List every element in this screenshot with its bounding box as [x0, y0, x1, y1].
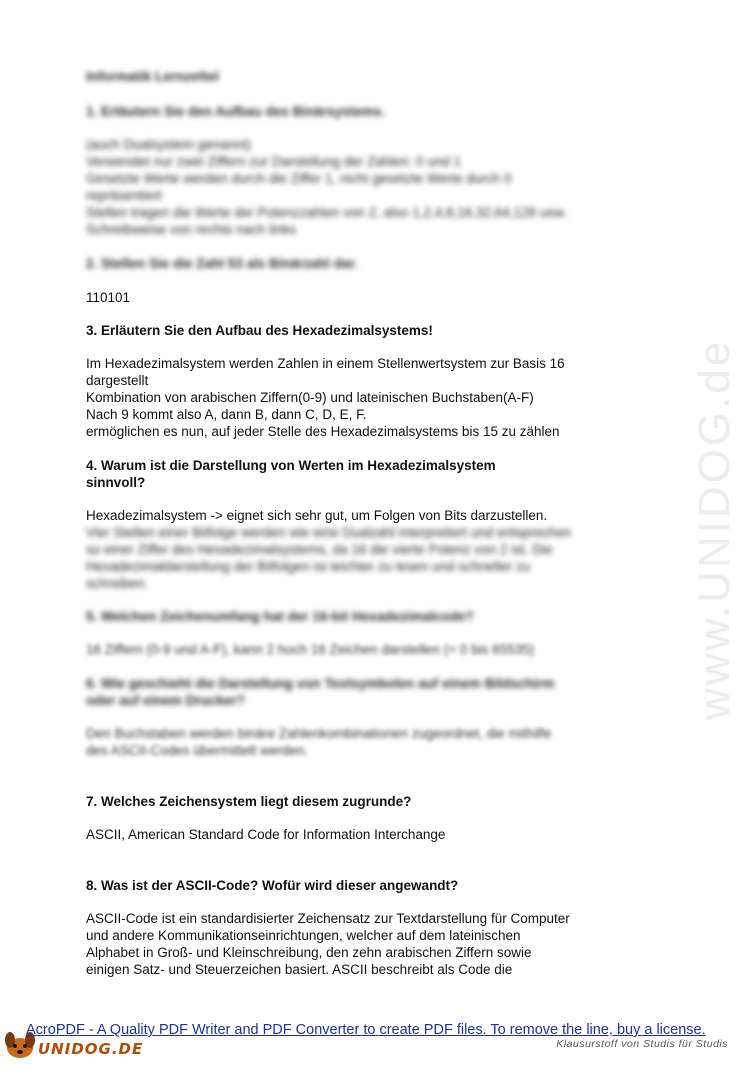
section-8-line: und andere Kommunikationseinrichtungen, welcher auf dem lateinischen — [86, 928, 521, 943]
section-2-answer: 110101 — [86, 290, 131, 305]
section-1-heading: 1. Erläutern Sie den Aufbau des Binärsystems. — [86, 104, 385, 119]
watermark: www.UNIDOG.de — [690, 338, 739, 720]
section-7-heading: 7. Welches Zeichensystem liegt diesem zugrunde? — [86, 794, 412, 809]
section-5-heading: 5. Welchen Zeichenumfang hat der 16-bit Hexadezimalcode? — [86, 609, 474, 624]
section-4-first-line: Hexadezimalsystem -> eignet sich sehr gut, um Folgen von Bits darzustellen. — [86, 508, 548, 523]
section-6-heading-line: oder auf einem Drucker? — [86, 693, 246, 708]
section-4-heading-line: sinnvoll? — [86, 475, 146, 490]
section-1-line: Gesetzte Werte werden durch die Ziffer 1, nicht gesetzte Werte durch 0 — [86, 171, 512, 186]
section-6-line: Den Buchstaben werden binäre Zahlenkombinationen zugeordnet, die mithilfe — [86, 726, 552, 741]
section-1-line: repräsentiert — [86, 188, 162, 203]
section-4-body — [86, 524, 671, 592]
section-4-line: Hexadezimaldarstellung der Bitfolgen ist leichter zu lesen und schneller zu — [86, 559, 531, 574]
section-4-line: so einer Ziffer des Hexadezimalsystems, da 16 die vierte Potenz von 2 ist. Die — [86, 542, 553, 557]
section-3-line: ermöglichen es nun, auf jeder Stelle des Hexadezimalsystems bis 15 zu zählen — [86, 424, 560, 439]
section-5-body: 16 Ziffern (0-9 und A-F), kann 2 hoch 16 Zeichen darstellen (= 0 bis 65535) — [86, 642, 535, 657]
section-3-line: dargestellt — [86, 373, 149, 388]
section-6-heading-line: 6. Wie geschieht die Darstellung von Textsymbolen auf einem Bildschirm — [86, 676, 555, 691]
section-1-body — [86, 136, 671, 238]
logo-text: UNIDOG.DE — [38, 1040, 144, 1058]
section-1-line: Schreibweise von rechts nach links — [86, 222, 297, 237]
section-4-heading-line: 4. Warum ist die Darstellung von Werten im Hexadezimalsystem — [86, 458, 496, 473]
section-8-heading: 8. Was ist der ASCII-Code? Wofür wird dieser angewandt? — [86, 878, 459, 893]
section-4-heading — [86, 457, 671, 491]
section-2-heading: 2. Stellen Sie die Zahl 53 als Binärzahl dar. — [86, 256, 358, 271]
section-3-heading: 3. Erläutern Sie den Aufbau des Hexadezimalsystems! — [86, 323, 433, 338]
section-8-line: einigen Satz- und Steuerzeichen basiert. ASCII beschreibt als Code die — [86, 962, 513, 977]
section-1-line: Stellen tragen die Werte der Potenzzahlen von 2, also 1,2,4,8,16,32,64,128 usw. — [86, 205, 567, 220]
section-3-line: Nach 9 kommt also A, dann B, dann C, D, E, F. — [86, 407, 367, 422]
section-6-line: des ASCII-Codes übermittelt werden. — [86, 743, 309, 758]
section-7-answer: ASCII, American Standard Code for Information Interchange — [86, 827, 446, 842]
section-4-line: Vier Stellen einer Bitfolge werden wie eine Dualzahl interpretiert und entsprechen — [86, 525, 572, 540]
section-4-line: schreiben. — [86, 576, 149, 591]
footer-tagline: Klausurstoff von Studis für Studis — [556, 1038, 728, 1050]
section-3-line: Im Hexadezimalsystem werden Zahlen in einem Stellenwertsystem zur Basis 16 — [86, 356, 565, 371]
section-1-line: (auch Dualsystem genannt) — [86, 137, 252, 152]
acropdf-notice-link[interactable]: AcroPDF - A Quality PDF Writer and PDF Converter to create PDF files. To remove the line, buy a license. — [26, 1022, 706, 1038]
section-6-heading — [86, 675, 671, 709]
section-8-line: Alphabet in Groß- und Kleinschreibung, den zehn arabischen Ziffern sowie — [86, 945, 532, 960]
section-6-body — [86, 725, 671, 759]
section-3-body — [86, 355, 671, 440]
section-8-line: ASCII-Code ist ein standardisierter Zeichensatz zur Textdarstellung für Computer — [86, 911, 570, 926]
section-3-line: Kombination von arabischen Ziffern(0-9) und lateinischen Buchstaben(A-F) — [86, 390, 534, 405]
page-footer — [0, 1022, 750, 1060]
section-8-body — [86, 910, 671, 978]
section-1-line: Verwendet nur zwei Ziffern zur Darstellung der Zahlen: 0 und 1 — [86, 154, 461, 169]
document-title: Informatik Lernzettel — [86, 69, 219, 84]
